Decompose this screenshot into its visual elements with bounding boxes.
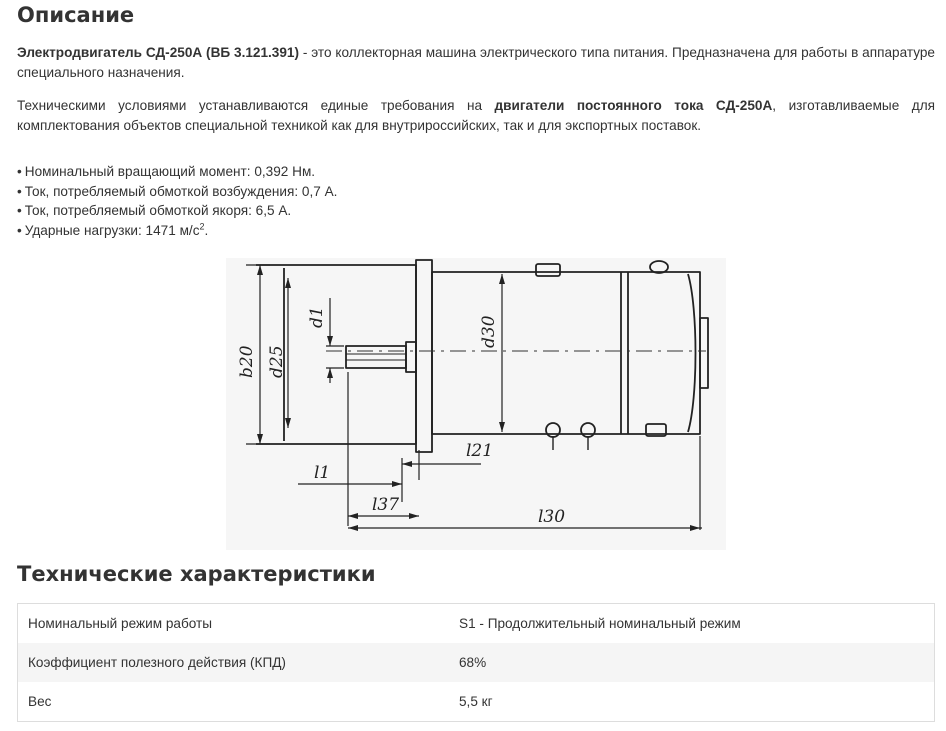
table-cell-value: 68%	[449, 643, 935, 682]
label-l37: l37	[372, 495, 400, 515]
motor-type: двигатели постоянного тока СД-250А	[494, 98, 773, 113]
requirements-text-end: , изготавливаемые для комплектования объектов специальной техникой как для внутрироссийских, так и для экспортных поставок.	[17, 98, 935, 133]
table-row	[18, 682, 935, 722]
list-item-text: Ток, потребляемый обмоткой якоря: 6,5 А.	[24, 203, 292, 218]
bullet-icon: •	[17, 183, 22, 199]
specs-heading: Технические характеристики	[17, 562, 376, 586]
list-item	[17, 201, 337, 221]
motor-dimension-drawing	[226, 258, 726, 550]
table-cell-value: S1 - Продолжительный номинальный режим	[459, 616, 741, 631]
shaft-hub-outline	[406, 342, 416, 372]
table-cell-key: Номинальный режим работы	[28, 616, 212, 631]
list-item-suffix: .	[204, 222, 209, 238]
list-item	[17, 182, 337, 202]
table-row	[18, 643, 935, 682]
table-cell-key: Коэффициент полезного действия (КПД)	[18, 643, 450, 682]
label-l1: l1	[314, 463, 331, 483]
requirements-text-start: Техническими условиями устанавливаются единые требования на	[17, 98, 495, 113]
label-d1: d1	[307, 306, 327, 328]
superscript: 2	[199, 220, 205, 231]
specs-table	[17, 603, 935, 722]
terminal-outline	[536, 264, 560, 276]
description-paragraph-2	[17, 96, 935, 135]
label-d25: d25	[267, 345, 287, 378]
table-row	[18, 604, 935, 644]
label-l21: l21	[466, 441, 494, 461]
table-cell-value: 5,5 кг	[459, 694, 493, 709]
description-heading: Описание	[17, 3, 135, 27]
shaft-outline	[346, 346, 406, 368]
list-item-text: Ток, потребляемый обмоткой возбуждения: 0,7 А.	[24, 183, 338, 199]
motor-definition: - это коллекторная машина электрического типа питания. Предназначена для работы в аппаратуре специального назначения.	[17, 45, 935, 80]
motor-name: Электродвигатель СД-250А (ВБ 3.121.391)	[17, 45, 300, 60]
parameters-list	[17, 162, 337, 240]
list-item	[17, 162, 337, 182]
table-cell-key: Вес	[28, 694, 52, 709]
description-paragraph-1	[17, 43, 935, 82]
list-item-text: Номинальный вращающий момент: 0,392 Нм.	[24, 164, 316, 179]
bullet-icon: •	[17, 164, 22, 179]
mounting-block-outline	[416, 260, 432, 452]
motor-body-outline	[432, 272, 700, 434]
bullet-icon: •	[17, 203, 22, 218]
bullet-icon: •	[17, 222, 22, 238]
label-b20: b20	[237, 345, 257, 378]
list-item	[17, 221, 337, 241]
list-item-text: Ударные нагрузки: 1471 м/с	[24, 222, 200, 238]
label-d30: d30	[479, 315, 499, 348]
label-l30: l30	[538, 507, 566, 527]
